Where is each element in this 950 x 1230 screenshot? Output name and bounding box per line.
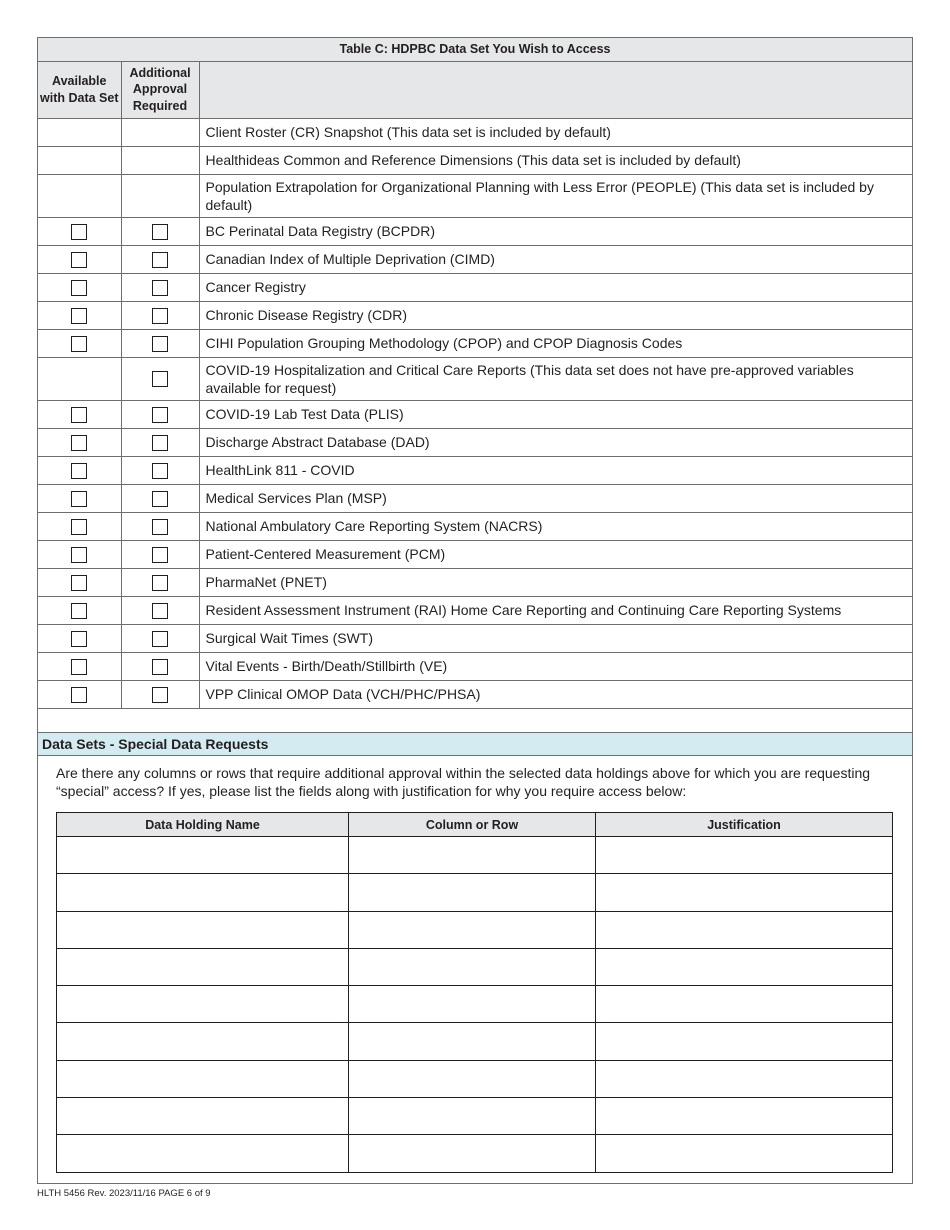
available-cell [38, 301, 121, 329]
special-request-row [57, 986, 893, 1023]
justification-input[interactable] [596, 1098, 893, 1135]
available-checkbox[interactable] [71, 308, 87, 324]
col-name-header [199, 61, 912, 118]
dataset-name: PharmaNet (PNET) [199, 568, 912, 596]
dataset-row [38, 428, 912, 456]
dataset-row [38, 540, 912, 568]
data-holding-name-input[interactable] [57, 1098, 349, 1135]
approval-cell [121, 568, 199, 596]
available-cell [38, 428, 121, 456]
approval-cell [121, 456, 199, 484]
available-cell [38, 118, 121, 146]
available-checkbox[interactable] [71, 659, 87, 675]
special-request-row [57, 874, 893, 911]
available-cell [38, 512, 121, 540]
special-request-row [57, 948, 893, 985]
special-rows [57, 837, 893, 1173]
approval-cell [121, 512, 199, 540]
dataset-name: Chronic Disease Registry (CDR) [199, 301, 912, 329]
approval-cell [121, 596, 199, 624]
available-cell [38, 329, 121, 357]
approval-checkbox[interactable] [152, 252, 168, 268]
approval-cell [121, 301, 199, 329]
available-cell [38, 245, 121, 273]
dataset-name: Surgical Wait Times (SWT) [199, 624, 912, 652]
dataset-name: HealthLink 811 - COVID [199, 456, 912, 484]
justification-input[interactable] [596, 948, 893, 985]
special-request-row [57, 1023, 893, 1060]
dataset-name: Vital Events - Birth/Death/Stillbirth (VE) [199, 652, 912, 680]
dataset-row [38, 301, 912, 329]
available-checkbox[interactable] [71, 631, 87, 647]
approval-checkbox[interactable] [152, 463, 168, 479]
dataset-row [38, 273, 912, 301]
data-holding-name-input[interactable] [57, 986, 349, 1023]
justification-input[interactable] [596, 1023, 893, 1060]
approval-checkbox[interactable] [152, 407, 168, 423]
available-cell [38, 596, 121, 624]
available-checkbox[interactable] [71, 407, 87, 423]
available-cell [38, 174, 121, 217]
available-checkbox[interactable] [71, 435, 87, 451]
dataset-row [38, 456, 912, 484]
table-c-title: Table C: HDPBC Data Set You Wish to Access [38, 38, 912, 61]
approval-checkbox[interactable] [152, 603, 168, 619]
page-footer: HLTH 5456 Rev. 2023/11/16 PAGE 6 of 9 [37, 1188, 211, 1199]
column-or-row-input[interactable] [349, 911, 596, 948]
approval-cell [121, 400, 199, 428]
special-requests-heading: Data Sets - Special Data Requests [38, 733, 912, 756]
justification-input[interactable] [596, 1060, 893, 1097]
blank-band [38, 706, 912, 733]
dataset-rows [38, 118, 912, 708]
column-or-row-input[interactable] [349, 837, 596, 874]
dataset-row [38, 245, 912, 273]
approval-checkbox[interactable] [152, 687, 168, 703]
available-checkbox[interactable] [71, 519, 87, 535]
dataset-row [38, 118, 912, 146]
available-checkbox[interactable] [71, 280, 87, 296]
dataset-name: Healthideas Common and Reference Dimensions (This data set is included by default) [199, 146, 912, 174]
available-cell [38, 400, 121, 428]
data-holding-name-input[interactable] [57, 911, 349, 948]
approval-cell [121, 217, 199, 245]
approval-checkbox[interactable] [152, 491, 168, 507]
column-or-row-input[interactable] [349, 1135, 596, 1172]
dataset-name: Population Extrapolation for Organizational Planning with Less Error (PEOPLE) (This data set is included by default) [199, 174, 912, 217]
dataset-name: Resident Assessment Instrument (RAI) Home Care Reporting and Continuing Care Reporting Systems [199, 596, 912, 624]
available-cell [38, 624, 121, 652]
dataset-name: Medical Services Plan (MSP) [199, 484, 912, 512]
approval-cell [121, 118, 199, 146]
table-c [38, 38, 912, 709]
column-or-row-input[interactable] [349, 874, 596, 911]
dataset-row [38, 217, 912, 245]
available-cell [38, 273, 121, 301]
approval-checkbox[interactable] [152, 224, 168, 240]
approval-cell [121, 624, 199, 652]
justification-input[interactable] [596, 911, 893, 948]
dataset-row [38, 652, 912, 680]
available-checkbox[interactable] [71, 687, 87, 703]
justification-input[interactable] [596, 837, 893, 874]
available-cell [38, 652, 121, 680]
approval-cell [121, 174, 199, 217]
dataset-row [38, 624, 912, 652]
available-checkbox[interactable] [71, 603, 87, 619]
dataset-row [38, 400, 912, 428]
available-cell [38, 357, 121, 400]
column-or-row-input[interactable] [349, 948, 596, 985]
special-request-row [57, 1098, 893, 1135]
available-checkbox[interactable] [71, 575, 87, 591]
approval-checkbox[interactable] [152, 371, 168, 387]
dataset-name: Discharge Abstract Database (DAD) [199, 428, 912, 456]
col-available-header: Available with Data Set [38, 61, 121, 118]
data-holding-name-input[interactable] [57, 874, 349, 911]
approval-checkbox[interactable] [152, 336, 168, 352]
justification-input[interactable] [596, 1135, 893, 1172]
approval-checkbox[interactable] [152, 280, 168, 296]
approval-cell [121, 680, 199, 708]
column-or-row-input[interactable] [349, 1060, 596, 1097]
approval-cell [121, 428, 199, 456]
dataset-name: VPP Clinical OMOP Data (VCH/PHC/PHSA) [199, 680, 912, 708]
column-or-row-input[interactable] [349, 986, 596, 1023]
approval-checkbox[interactable] [152, 435, 168, 451]
dataset-name: Cancer Registry [199, 273, 912, 301]
dataset-row [38, 512, 912, 540]
column-or-row-input[interactable] [349, 1098, 596, 1135]
approval-checkbox[interactable] [152, 631, 168, 647]
dataset-name: CIHI Population Grouping Methodology (CPOP) and CPOP Diagnosis Codes [199, 329, 912, 357]
approval-cell [121, 484, 199, 512]
data-holding-name-header: Data Holding Name [57, 813, 349, 837]
dataset-name: Patient-Centered Measurement (PCM) [199, 540, 912, 568]
justification-header: Justification [596, 813, 893, 837]
data-holding-name-input[interactable] [57, 948, 349, 985]
dataset-row [38, 680, 912, 708]
available-cell [38, 146, 121, 174]
special-requests-question: Are there any columns or rows that require additional approval within the selected data holdings above for which you are requesting “special” access? If yes, please list the fields along with justification for why you require access below: [56, 765, 871, 799]
approval-cell [121, 357, 199, 400]
data-holding-name-input[interactable] [57, 1135, 349, 1172]
approval-cell [121, 652, 199, 680]
approval-checkbox[interactable] [152, 575, 168, 591]
dataset-name: National Ambulatory Care Reporting System (NACRS) [199, 512, 912, 540]
dataset-name: COVID-19 Hospitalization and Critical Care Reports (This data set does not have pre-approved variables available for request) [199, 357, 912, 400]
available-checkbox[interactable] [71, 336, 87, 352]
available-checkbox[interactable] [71, 547, 87, 563]
dataset-row [38, 484, 912, 512]
dataset-row [38, 568, 912, 596]
data-holding-name-input[interactable] [57, 1023, 349, 1060]
dataset-row [38, 329, 912, 357]
available-cell [38, 680, 121, 708]
approval-checkbox[interactable] [152, 659, 168, 675]
dataset-row [38, 357, 912, 400]
available-cell [38, 568, 121, 596]
approval-cell [121, 245, 199, 273]
available-cell [38, 484, 121, 512]
dataset-row [38, 174, 912, 217]
form-frame [37, 37, 913, 1184]
available-cell [38, 540, 121, 568]
special-requests-table [56, 812, 893, 1173]
dataset-row [38, 596, 912, 624]
column-or-row-input[interactable] [349, 1023, 596, 1060]
special-request-row [57, 1135, 893, 1172]
available-cell [38, 456, 121, 484]
justification-input[interactable] [596, 986, 893, 1023]
approval-checkbox[interactable] [152, 519, 168, 535]
dataset-name: BC Perinatal Data Registry (BCPDR) [199, 217, 912, 245]
special-request-row [57, 1060, 893, 1097]
available-checkbox[interactable] [71, 224, 87, 240]
special-request-row [57, 837, 893, 874]
justification-input[interactable] [596, 874, 893, 911]
available-checkbox[interactable] [71, 252, 87, 268]
dataset-name: Canadian Index of Multiple Deprivation (CIMD) [199, 245, 912, 273]
col-approval-header: Additional Approval Required [121, 61, 199, 118]
dataset-name: COVID-19 Lab Test Data (PLIS) [199, 400, 912, 428]
available-cell [38, 217, 121, 245]
dataset-name: Client Roster (CR) Snapshot (This data set is included by default) [199, 118, 912, 146]
approval-checkbox[interactable] [152, 308, 168, 324]
approval-cell [121, 146, 199, 174]
special-request-row [57, 911, 893, 948]
approval-cell [121, 540, 199, 568]
approval-checkbox[interactable] [152, 547, 168, 563]
available-checkbox[interactable] [71, 491, 87, 507]
column-or-row-header: Column or Row [349, 813, 596, 837]
dataset-row [38, 146, 912, 174]
approval-cell [121, 273, 199, 301]
approval-cell [121, 329, 199, 357]
data-holding-name-input[interactable] [57, 1060, 349, 1097]
data-holding-name-input[interactable] [57, 837, 349, 874]
available-checkbox[interactable] [71, 463, 87, 479]
